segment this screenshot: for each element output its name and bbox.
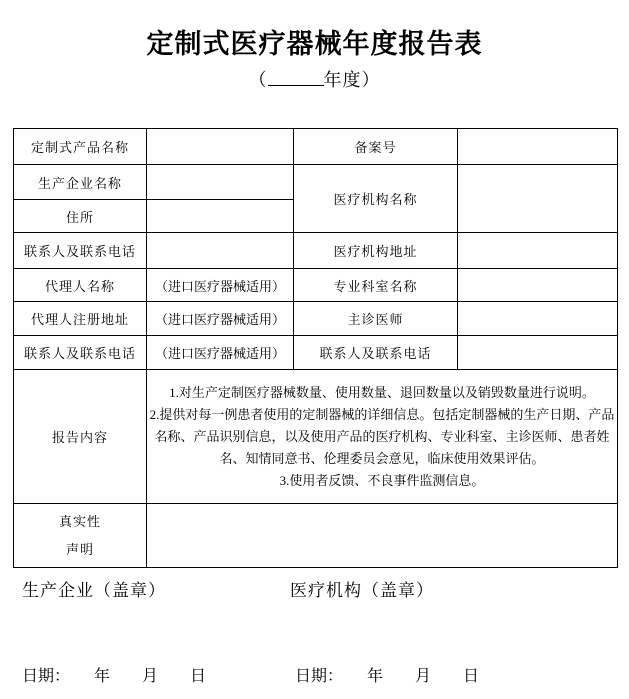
authenticity-label-line1: 真实性 (58, 513, 101, 529)
medical-institution-address-value[interactable] (458, 233, 618, 269)
institution-seal-label: 医疗机构（盖章） (290, 581, 434, 600)
report-item-1: 1.对生产定制医疗器械数量、使用数量、退回数量以及销毁数量进行说明。 (169, 384, 595, 400)
authenticity-label-line2: 声明 (65, 541, 94, 557)
date-line-right: 日期： 年 月 日 (295, 668, 480, 685)
medical-institution-address-label: 医疗机构地址 (294, 233, 458, 269)
agent-registered-address-note[interactable]: （进口医疗器械适用） (147, 302, 294, 336)
record-number-value[interactable] (458, 129, 618, 165)
manufacturer-name-value[interactable] (147, 165, 294, 200)
authenticity-value[interactable] (147, 504, 618, 568)
manufacturer-seal-label: 生产企业（盖章） (22, 581, 166, 600)
custom-product-name-value[interactable] (147, 129, 294, 165)
manufacturer-name-label: 生产企业名称 (14, 165, 147, 200)
manufacturer-contact-label: 联系人及联系电话 (14, 233, 147, 269)
subtitle-suffix: 年度） (323, 70, 381, 90)
table-row (14, 233, 618, 269)
table-row (14, 336, 618, 370)
subtitle-open-paren: （ (248, 70, 268, 90)
agent-contact-label: 联系人及联系电话 (14, 336, 147, 370)
report-item-2: 2.提供对每一例患者使用的定制器械的详细信息。包括定制器械的生产日期、产品名称、产品识别信息，以及使用产品的医疗机构、专业科室、主诊医师、患者姓名、知情同意书、伦理委员会意见，临床使用效果评估。 (149, 406, 615, 466)
attending-physician-value[interactable] (458, 302, 618, 336)
report-content-label: 报告内容 (14, 370, 147, 504)
agent-contact-note[interactable]: （进口医疗器械适用） (147, 336, 294, 370)
authenticity-label (14, 504, 147, 568)
report-form-table (13, 128, 618, 568)
table-row (14, 165, 618, 200)
institution-contact-label: 联系人及联系电话 (294, 336, 458, 370)
medical-institution-name-value[interactable] (458, 165, 618, 233)
table-row (14, 370, 618, 504)
custom-product-name-label: 定制式产品名称 (14, 129, 147, 165)
table-row (14, 129, 618, 165)
residence-label: 住所 (14, 200, 147, 233)
institution-contact-value[interactable] (458, 336, 618, 370)
agent-name-label: 代理人名称 (14, 269, 147, 302)
department-name-value[interactable] (458, 269, 618, 302)
year-blank-field[interactable] (268, 71, 324, 86)
report-content-value[interactable] (147, 370, 618, 504)
table-row (14, 504, 618, 568)
medical-institution-name-label: 医疗机构名称 (294, 165, 458, 233)
residence-value[interactable] (147, 200, 294, 233)
department-name-label: 专业科室名称 (294, 269, 458, 302)
report-item-3: 3.使用者反馈、不良事件监测信息。 (279, 472, 485, 488)
agent-name-note[interactable]: （进口医疗器械适用） (147, 269, 294, 302)
form-title: 定制式医疗器械年度报告表 (146, 29, 483, 59)
table-row (14, 269, 618, 302)
record-number-label: 备案号 (294, 129, 458, 165)
manufacturer-contact-value[interactable] (147, 233, 294, 269)
date-line-left: 日期： 年 月 日 (22, 668, 207, 685)
attending-physician-label: 主诊医师 (294, 302, 458, 336)
form-year-subtitle (0, 66, 629, 92)
table-row (14, 302, 618, 336)
agent-registered-address-label: 代理人注册地址 (14, 302, 147, 336)
